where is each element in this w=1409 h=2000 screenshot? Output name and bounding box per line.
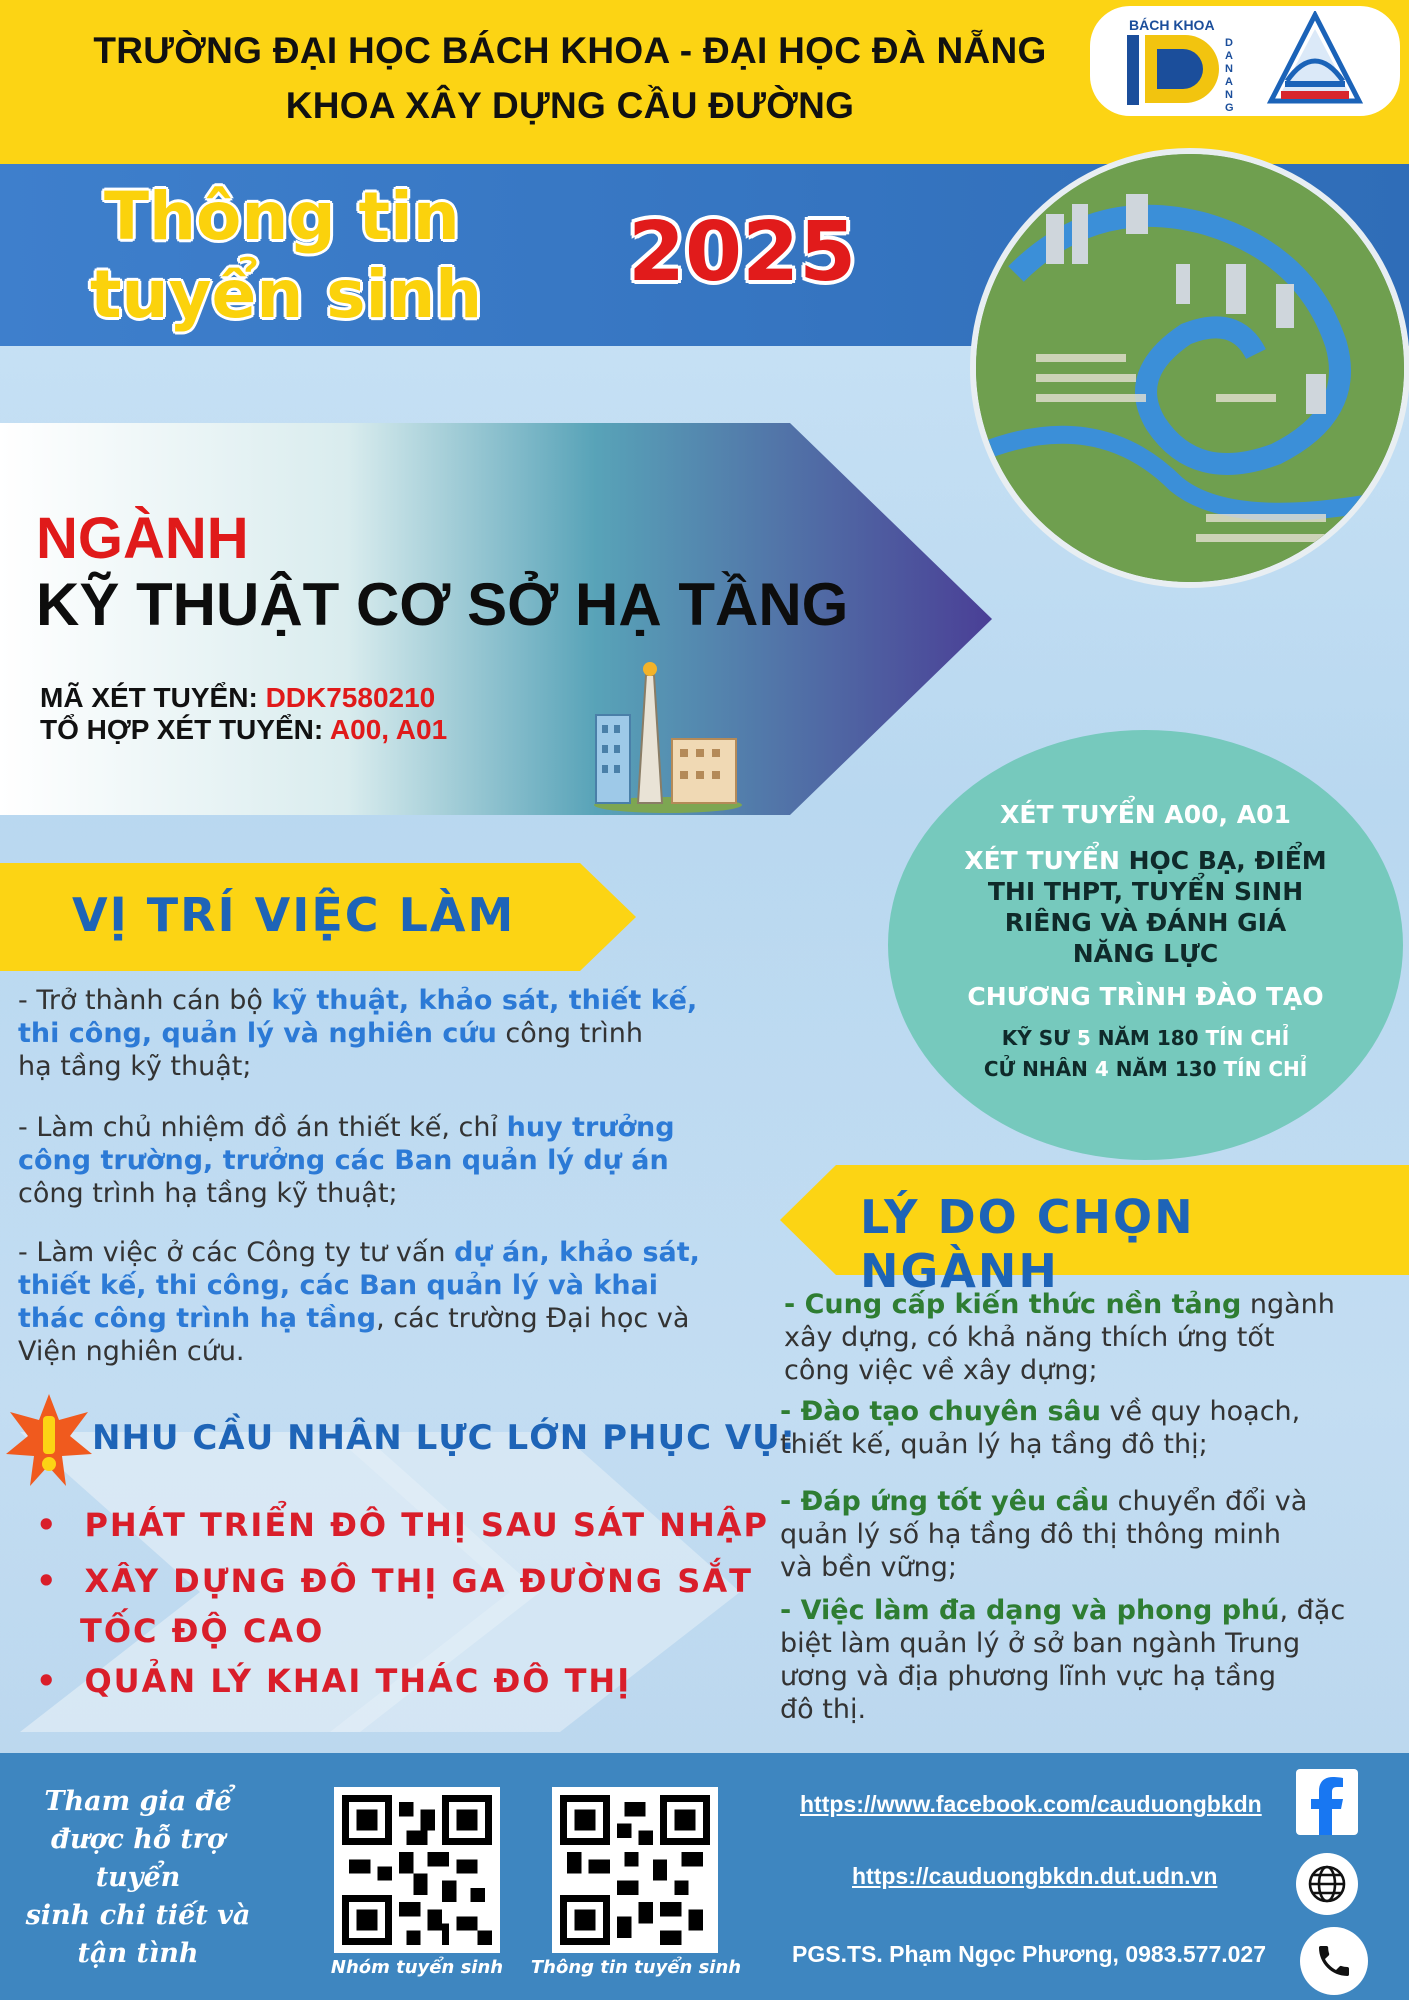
facebook-link[interactable]: https://www.facebook.com/cauduongbkdn: [800, 1791, 1262, 1817]
footer-band: [0, 1753, 1409, 2000]
jobs-heading: VỊ TRÍ VIỆC LÀM: [72, 888, 516, 942]
qr-group-caption: Nhóm tuyển sinh: [330, 1957, 504, 1978]
title-line-1: Thông tin: [104, 178, 460, 255]
university-name: TRƯỜNG ĐẠI HỌC BÁCH KHOA - ĐẠI HỌC ĐÀ NẴNG: [93, 30, 1047, 71]
reason-3: - Đáp ứng tốt yêu cầu chuyển đổi và quản lý số hạ tầng đô thị thông minh và bền vững;: [780, 1486, 1308, 1583]
faculty-logo: [1265, 11, 1365, 111]
contact-info: PGS.TS. Phạm Ngọc Phương, 0983.577.027: [792, 1941, 1267, 1967]
reason-4: - Việc làm đa dạng và phong phú, đặc biệt làm quản lý ở sở ban ngành Trung ương và địa phương lĩnh vực hạ tầng đô thị.: [780, 1595, 1346, 1725]
admission-info-circle: XÉT TUYỂN A00, A01 XÉT TUYỂN HỌC BẠ, ĐIỂM THI THPT, TUYỂN SINH RIÊNG VÀ ĐÁNH GIÁ NĂNG LỰC CHƯƠNG TRÌNH ĐÀO TẠO KỸ SƯ 5 NĂM 180 TÍN CHỈ CỬ NHÂN 4 NĂM 130 TÍN CHỈ: [888, 730, 1403, 1160]
join-message: Tham gia để được hỗ trợ tuyển sinh chi tiết và tận tình: [25, 1786, 251, 1969]
logo-container: [1090, 6, 1400, 116]
faculty-name: KHOA XÂY DỰNG CẦU ĐƯỜNG: [285, 85, 855, 126]
reason-2: - Đào tạo chuyên sâu về quy hoạch, thiết kế, quản lý hạ tầng đô thị;: [780, 1396, 1301, 1460]
major-name: KỸ THUẬT CƠ SỞ HẠ TẦNG: [36, 571, 849, 638]
list-item: • XÂY DỰNG ĐÔ THỊ GA ĐƯỜNG SẮT: [36, 1562, 753, 1600]
facebook-icon[interactable]: [1296, 1769, 1358, 1835]
website-link[interactable]: https://cauduongbkdn.dut.udn.vn: [852, 1863, 1218, 1889]
list-item: • PHÁT TRIỂN ĐÔ THỊ SAU SÁT NHẬP: [36, 1506, 769, 1544]
qr-code-group[interactable]: [334, 1787, 500, 1953]
aerial-city-image: [970, 148, 1409, 588]
bachelor-program: CỬ NHÂN 4 NĂM 130 TÍN CHỈ: [983, 1057, 1308, 1081]
phone-icon[interactable]: [1300, 1927, 1368, 1995]
jobs-paragraph-3: - Làm việc ở các Công ty tư vấn dự án, khảo sát, thiết kế, thi công, các Ban quản lý và khai thác công trình hạ tầng, các trường Đại học và Viện nghiên cứu.: [18, 1237, 700, 1367]
engineer-program: KỸ SƯ 5 NĂM 180 TÍN CHỈ: [1001, 1026, 1290, 1050]
alert-burst-icon: [4, 1392, 94, 1496]
reason-1: - Cung cấp kiến thức nền tảng ngành xây dựng, có khả năng thích ứng tốt công việc về xây dựng;: [784, 1289, 1335, 1386]
jobs-paragraph-2: - Làm chủ nhiệm đồ án thiết kế, chỉ huy trưởng công trường, trưởng các Ban quản lý dự án công trình hạ tầng kỹ thuật;: [18, 1112, 675, 1209]
title-line-2: tuyển sinh: [90, 256, 483, 333]
subject-combination: TỔ HỢP XÉT TUYỂN: A00, A01: [40, 714, 448, 745]
admission-code: MÃ XÉT TUYỂN: DDK7580210: [40, 682, 436, 713]
qr-code-info[interactable]: [552, 1787, 718, 1953]
reasons-heading: LÝ DO CHỌN NGÀNH: [860, 1190, 1195, 1298]
city-illustration: [588, 655, 748, 819]
jobs-paragraph-1: - Trở thành cán bộ kỹ thuật, khảo sát, thiết kế, thi công, quản lý và nghiên cứu công trình hạ tầng kỹ thuật;: [18, 985, 698, 1082]
list-item: • QUẢN LÝ KHAI THÁC ĐÔ THỊ: [36, 1662, 632, 1700]
bach-khoa-logo: BÁCH KHOA DANANG: [1129, 17, 1234, 114]
major-label: NGÀNH: [36, 506, 249, 571]
qr-info-caption: Thông tin tuyển sinh: [530, 1957, 742, 1978]
admission-year: 2025: [628, 205, 857, 300]
list-item-continuation: TỐC ĐỘ CAO: [80, 1612, 325, 1650]
globe-icon[interactable]: [1296, 1853, 1358, 1915]
demand-heading: NHU CẦU NHÂN LỰC LỚN PHỤC VỤ:: [92, 1418, 796, 1458]
